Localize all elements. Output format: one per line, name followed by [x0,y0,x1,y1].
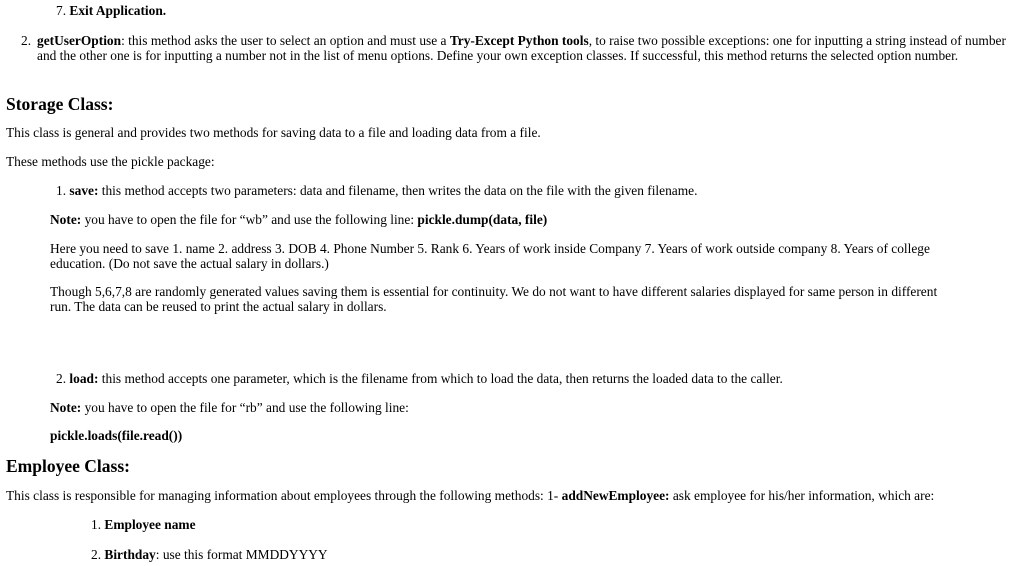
list-number: 2. [91,547,102,562]
employee-class-heading: Employee Class: [6,456,130,476]
storage-uses-pickle: These methods use the pickle package: [6,154,215,169]
note-label: Note: [50,400,82,415]
list-number: 1. [56,183,67,198]
menu-item-exit [56,3,166,18]
bold-term: Try-Except Python tools [449,33,589,48]
storage-intro: This class is general and provides two methods for saving data to a file and loading data from a file. [6,125,541,140]
get-user-option-paragraph: getUserOption: this method asks the user to select an option and must use a Try-Except Python tools, to raise two possible exceptions: one for inputting a string instead of number and the other one is for inputting a number not in the list of menu options. Define your own exception classes. If successful, this method returns the selected option number. [37,33,1006,63]
save-detail: Here you need to save 1. name 2. address 3. DOB 4. Phone Number 5. Rank 6. Years of work inside Company 7. Years of work outside company 8. Years of college education. (Do not save the actual salary in dollars.) [50,241,930,271]
employee-intro: This class is responsible for managing information about employees through the following methods: 1- addNewEmployee: ask employee for his/her information, which are: [6,488,935,503]
list-item [91,517,196,532]
list-number: 2. [21,33,32,48]
method-name: getUserOption [37,33,122,48]
code-snippet: pickle.loads(file.read()) [50,428,183,443]
list-item: 2. Birthday: use this format MMDDYYYY [91,547,328,562]
list-number: 1. [91,517,102,532]
load-method-item: 2. load: this method accepts one parameter, which is the filename from which to load the data, then returns the loaded data to the caller. [56,371,783,386]
list-number: 2. [56,371,67,386]
list-number: 7. [56,3,67,18]
note-label: Note: [50,212,82,227]
field-label: Employee name [104,517,196,532]
method-name: addNewEmployee: [561,488,670,503]
continuity-note: Though 5,6,7,8 are randomly generated values saving them is essential for continuity. We do not want to have different salaries displayed for same person in different run. The data can be reused to print the actual salary in dollars. [50,284,938,314]
menu-item-label: Exit Application. [69,3,167,18]
save-method-item: 1. save: this method accepts two parameters: data and filename, then writes the data on the file with the given filename. [56,183,698,198]
field-label: Birthday [104,547,156,562]
method-name: load: [69,371,99,386]
load-note: Note: you have to open the file for “rb” and use the following line: [50,400,409,415]
save-note: Note: you have to open the file for “wb” and use the following line: pickle.dump(data, file) [50,212,548,227]
storage-class-heading: Storage Class: [6,94,114,114]
code-snippet: pickle.dump(data, file) [417,212,548,227]
method-name: save: [69,183,99,198]
